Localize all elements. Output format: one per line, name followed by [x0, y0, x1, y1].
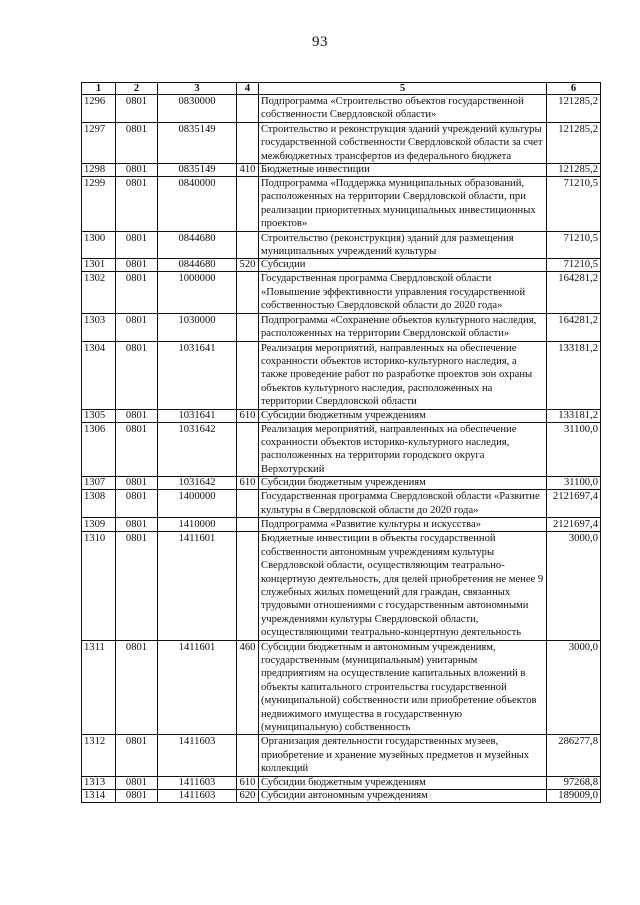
item-name: Субсидии бюджетным и автономным учреждениям, государственным (муниципальным) унитарным предприятиям на осуществление капитальных вложений в объекты капитального строительства государственной (муниципальной) собственности или приобретение объектов недвижимого имущества в государственную (муниципальную) собственность — [259, 640, 547, 735]
row-number: 1296 — [82, 95, 116, 123]
target-article-code: 0835149 — [158, 122, 237, 163]
expense-type-code: 610 — [237, 409, 259, 422]
section-code: 0801 — [116, 517, 158, 531]
amount: 71210,5 — [547, 231, 601, 259]
target-article-code: 1411601 — [158, 640, 237, 735]
target-article-code: 1000000 — [158, 272, 237, 313]
amount: 3000,0 — [547, 640, 601, 735]
table-body — [82, 95, 601, 803]
item-name: Реализация мероприятий, направленных на обеспечение сохранности объектов историко-культурного наследия, расположенных на территории городского округа Верхотурский — [259, 422, 547, 477]
table-row — [82, 231, 601, 259]
target-article-code: 1031641 — [158, 341, 237, 409]
target-article-code: 0844680 — [158, 259, 237, 272]
amount: 97268,8 — [547, 776, 601, 789]
item-name: Подпрограмма «Сохранение объектов культурного наследия, расположенных на территории Свердловской области» — [259, 313, 547, 341]
target-article-code: 1411601 — [158, 532, 237, 640]
section-code: 0801 — [116, 231, 158, 259]
item-name: Строительство и реконструкция зданий учреждений культуры государственной собственности Свердловской области за счет межбюджетных трансфертов из федерального бюджета — [259, 122, 547, 163]
target-article-code: 1411603 — [158, 776, 237, 789]
target-article-code: 1030000 — [158, 313, 237, 341]
table-row — [82, 477, 601, 490]
target-article-code: 0830000 — [158, 95, 237, 123]
section-code: 0801 — [116, 95, 158, 123]
row-number: 1312 — [82, 735, 116, 776]
row-number: 1307 — [82, 477, 116, 490]
item-name: Субсидии бюджетным учреждениям — [259, 477, 547, 490]
amount: 121285,2 — [547, 95, 601, 123]
column-header: 2 — [116, 83, 158, 95]
table-row — [82, 164, 601, 177]
amount: 71210,5 — [547, 177, 601, 232]
table-row — [82, 735, 601, 776]
column-header: 5 — [259, 83, 547, 95]
target-article-code: 1410000 — [158, 517, 237, 531]
row-number: 1309 — [82, 517, 116, 531]
target-article-code: 1031642 — [158, 477, 237, 490]
expense-type-code — [237, 490, 259, 518]
section-code: 0801 — [116, 313, 158, 341]
section-code: 0801 — [116, 259, 158, 272]
row-number: 1299 — [82, 177, 116, 232]
table-row — [82, 95, 601, 123]
table-row — [82, 409, 601, 422]
table-row — [82, 272, 601, 313]
row-number: 1303 — [82, 313, 116, 341]
section-code: 0801 — [116, 122, 158, 163]
section-code: 0801 — [116, 789, 158, 802]
table-row — [82, 313, 601, 341]
section-code: 0801 — [116, 735, 158, 776]
target-article-code: 1411603 — [158, 789, 237, 802]
item-name: Строительство (реконструкция) зданий для размещения муниципальных учреждений культуры — [259, 231, 547, 259]
expense-type-code — [237, 735, 259, 776]
expense-type-code — [237, 177, 259, 232]
expense-type-code — [237, 231, 259, 259]
table-row — [82, 341, 601, 409]
amount: 286277,8 — [547, 735, 601, 776]
expense-type-code: 610 — [237, 776, 259, 789]
row-number: 1304 — [82, 341, 116, 409]
column-header: 3 — [158, 83, 237, 95]
section-code: 0801 — [116, 341, 158, 409]
section-code: 0801 — [116, 422, 158, 477]
section-code: 0801 — [116, 177, 158, 232]
amount: 31100,0 — [547, 477, 601, 490]
row-number: 1308 — [82, 490, 116, 518]
table-header — [82, 83, 601, 95]
amount: 164281,2 — [547, 272, 601, 313]
table-row — [82, 532, 601, 640]
table-row — [82, 122, 601, 163]
row-number: 1311 — [82, 640, 116, 735]
item-name: Субсидии бюджетным учреждениям — [259, 776, 547, 789]
item-name: Бюджетные инвестиции — [259, 164, 547, 177]
amount: 121285,2 — [547, 122, 601, 163]
target-article-code: 0835149 — [158, 164, 237, 177]
amount: 133181,2 — [547, 409, 601, 422]
expense-type-code — [237, 517, 259, 531]
table-row — [82, 259, 601, 272]
item-name: Государственная программа Свердловской области «Повышение эффективности управления государственной собственностью Свердловской области до 2020 года» — [259, 272, 547, 313]
row-number: 1301 — [82, 259, 116, 272]
item-name: Субсидии автономным учреждениям — [259, 789, 547, 802]
column-header: 1 — [82, 83, 116, 95]
row-number: 1297 — [82, 122, 116, 163]
amount: 3000,0 — [547, 532, 601, 640]
row-number: 1298 — [82, 164, 116, 177]
item-name: Субсидии — [259, 259, 547, 272]
section-code: 0801 — [116, 164, 158, 177]
amount: 31100,0 — [547, 422, 601, 477]
table-row — [82, 776, 601, 789]
expense-type-code — [237, 422, 259, 477]
row-number: 1306 — [82, 422, 116, 477]
amount: 2121697,4 — [547, 490, 601, 518]
expense-type-code — [237, 532, 259, 640]
table-row — [82, 640, 601, 735]
amount: 164281,2 — [547, 313, 601, 341]
target-article-code: 1400000 — [158, 490, 237, 518]
expense-type-code: 520 — [237, 259, 259, 272]
amount: 189009,0 — [547, 789, 601, 802]
item-name: Подпрограмма «Поддержка муниципальных образований, расположенных на территории Свердловской области, при реализации приоритетных муниципальных инвестиционных проектов» — [259, 177, 547, 232]
row-number: 1300 — [82, 231, 116, 259]
target-article-code: 0844680 — [158, 231, 237, 259]
row-number: 1310 — [82, 532, 116, 640]
table-row — [82, 422, 601, 477]
item-name: Государственная программа Свердловской области «Развитие культуры в Свердловской области до 2020 года» — [259, 490, 547, 518]
table-row — [82, 517, 601, 531]
item-name: Подпрограмма «Строительство объектов государственной собственности Свердловской области» — [259, 95, 547, 123]
section-code: 0801 — [116, 409, 158, 422]
table-row — [82, 177, 601, 232]
amount: 71210,5 — [547, 259, 601, 272]
target-article-code: 0840000 — [158, 177, 237, 232]
expense-type-code: 460 — [237, 640, 259, 735]
section-code: 0801 — [116, 272, 158, 313]
expense-type-code — [237, 272, 259, 313]
table-row — [82, 490, 601, 518]
budget-table — [81, 82, 601, 803]
expense-type-code — [237, 122, 259, 163]
row-number: 1314 — [82, 789, 116, 802]
section-code: 0801 — [116, 640, 158, 735]
item-name: Бюджетные инвестиции в объекты государственной собственности автономным учреждениям культуры Свердловской области, осуществляющим театрально-концертную деятельность, для целей приобретения не менее 9 служебных жилых помещений для граждан, связанных трудовыми отношениями с государственным автономными учреждениями культуры Свердловской области, осуществляющими театрально-концертную деятельность — [259, 532, 547, 640]
amount: 2121697,4 — [547, 517, 601, 531]
expense-type-code — [237, 313, 259, 341]
expense-type-code — [237, 341, 259, 409]
expense-type-code — [237, 95, 259, 123]
amount: 121285,2 — [547, 164, 601, 177]
row-number: 1313 — [82, 776, 116, 789]
section-code: 0801 — [116, 776, 158, 789]
item-name: Субсидии бюджетным учреждениям — [259, 409, 547, 422]
row-number: 1302 — [82, 272, 116, 313]
amount: 133181,2 — [547, 341, 601, 409]
target-article-code: 1411603 — [158, 735, 237, 776]
expense-type-code: 410 — [237, 164, 259, 177]
section-code: 0801 — [116, 532, 158, 640]
page-number: 93 — [312, 34, 328, 50]
table-row — [82, 789, 601, 802]
expense-type-code: 620 — [237, 789, 259, 802]
section-code: 0801 — [116, 490, 158, 518]
section-code: 0801 — [116, 477, 158, 490]
row-number: 1305 — [82, 409, 116, 422]
column-header: 4 — [237, 83, 259, 95]
column-header: 6 — [547, 83, 601, 95]
expense-type-code: 610 — [237, 477, 259, 490]
item-name: Реализация мероприятий, направленных на обеспечение сохранности объектов историко-культурного наследия, а также проведение работ по разработке проектов зон охраны объектов культурного наследия, расположенных на территории Свердловской области — [259, 341, 547, 409]
target-article-code: 1031642 — [158, 422, 237, 477]
item-name: Подпрограмма «Развитие культуры и искусства» — [259, 517, 547, 531]
target-article-code: 1031641 — [158, 409, 237, 422]
item-name: Организация деятельности государственных музеев, приобретение и хранение музейных предметов и музейных коллекций — [259, 735, 547, 776]
